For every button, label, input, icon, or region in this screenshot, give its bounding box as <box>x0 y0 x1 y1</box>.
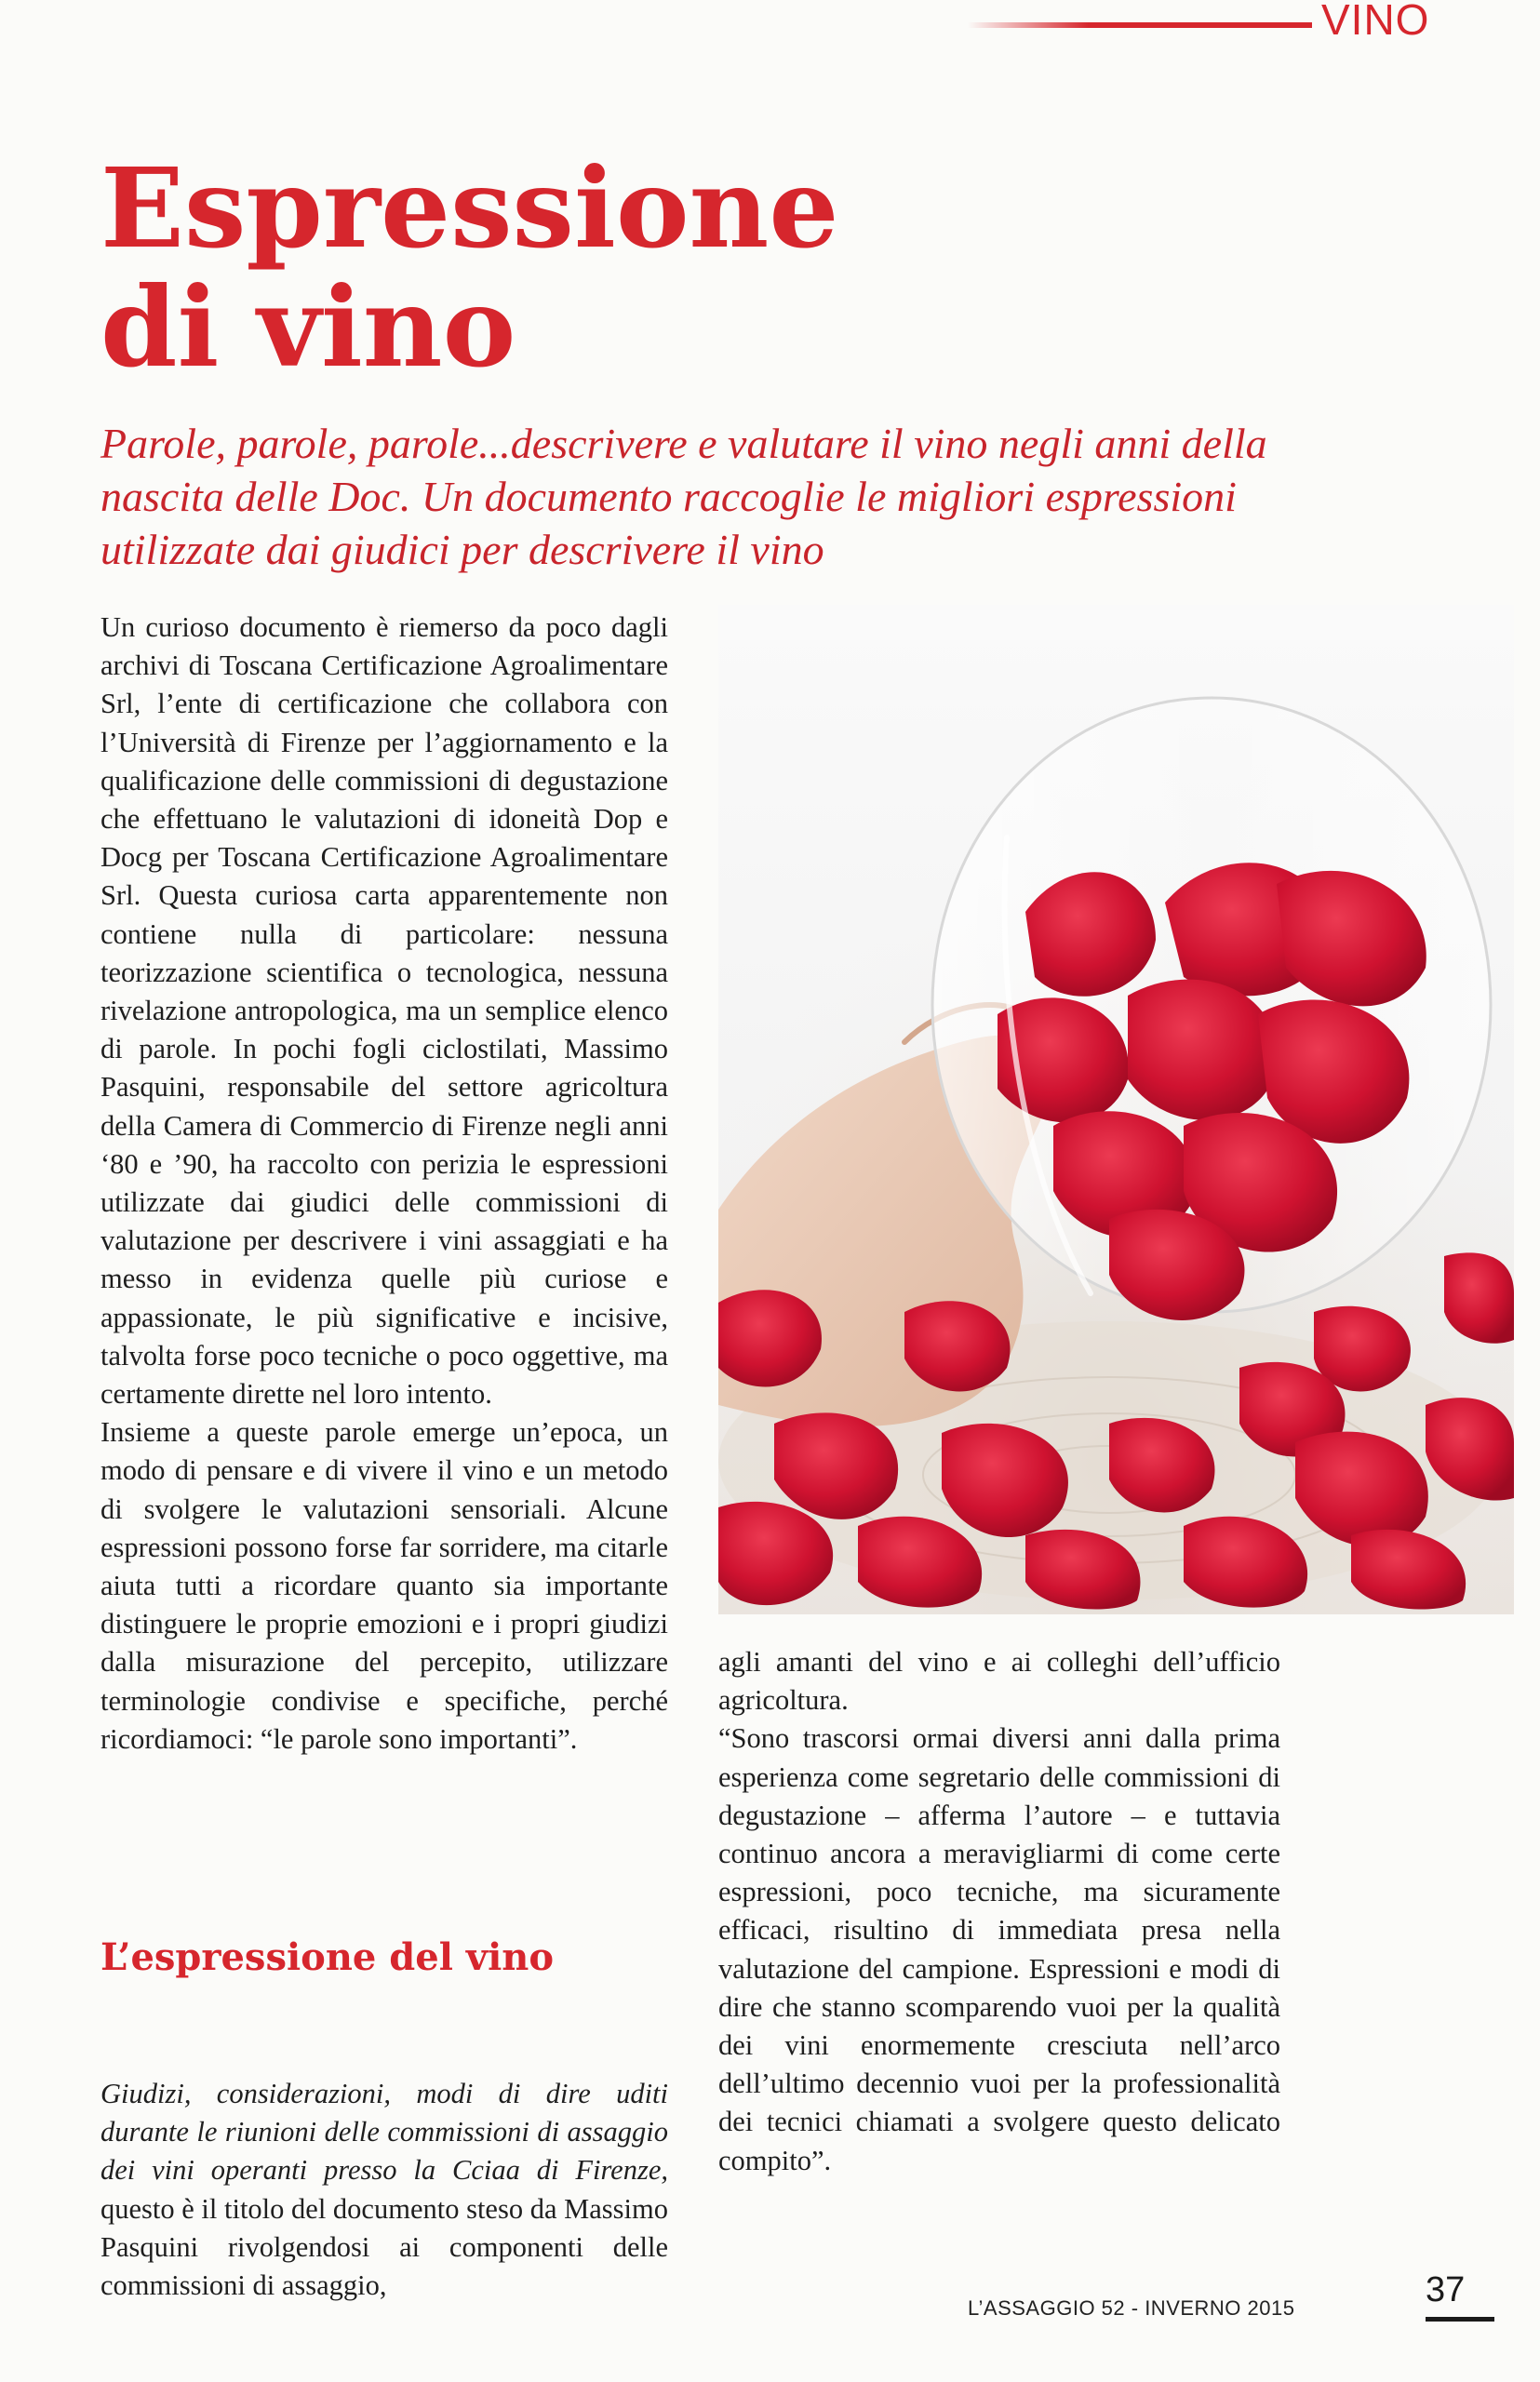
body-paragraph-3-rest: questo è il titolo del documento steso da Massimo Pasquini rivolgendosi ai componenti delle commissioni di assaggio, <box>100 2192 668 2302</box>
document-title-italic: Giudizi, considerazioni, modi di dire uditi durante le riunioni delle commissioni di assaggio dei vini operanti presso la Cciaa di Firenze, <box>100 2078 668 2187</box>
article-title <box>100 143 839 392</box>
title-line-2: di vino <box>100 262 516 392</box>
right-column <box>718 1643 1280 2180</box>
title-line-1: Espressione <box>100 143 839 273</box>
body-paragraph-3 <box>100 2075 668 2305</box>
article-standfirst: Parole, parole, parole...descrivere e valutare il vino negli anni della nascita delle Doc. Un documento raccoglie le migliori espressioni utilizzate dai giudici per descrivere il vino <box>100 420 1267 573</box>
body-paragraph-1: Un curioso documento è riemerso da poco dagli archivi di Toscana Certificazione Agroalimentare Srl, l’ente di certificazione che collabora con l’Università di Firenze per l’aggiornamento e la qualificazione delle commissioni di degustazione che effettuano le valutazioni di idoneità Dop e Docg per Toscana Certificazione Agroalimentare Srl. Questa curiosa carta apparentemente non contiene nulla di particolare: nessuna teorizzazione scientifica o tecnologica, nessuna rivelazione antropologica, ma un semplice elenco di parole. In pochi fogli ciclostilati, Massimo Pasquini, responsabile del settore agricoltura della Camera di Commercio di Firenze negli anni ‘80 e ’90, ha raccolto con perizia le espressioni utilizzate dai giudici delle commissioni di valutazione per descrivere i vini assaggiati e ha messo in evidenza quelle più curiose e appassionate, le più significative e incisive, talvolta forse poco tecniche o poco oggettive, ma certamente dirette nel loro intento. <box>100 611 668 1411</box>
left-column <box>100 609 668 1759</box>
right-paragraph-1: agli amanti del vino e ai colleghi dell’ufficio agricoltura. <box>718 1646 1280 1717</box>
section-label: VINO <box>1321 0 1430 44</box>
page-number: 37 <box>1426 2270 1466 2309</box>
body-paragraph-2: Insieme a queste parole emerge un’epoca, un modo di pensare e di vivere il vino e un metodo di svolgere le valutazioni sensoriali. Alcune espressioni possono forse far sorridere, ma citarle aiuta tutti a ricordare quanto sia importante distinguere le proprie emozioni e i propri giudizi dalla misurazione del percepito, utilizzare terminologie condivise e specifiche, perché ricordiamoci: “le parole sono importanti”. <box>100 1416 668 1755</box>
right-paragraph-2: “Sono trascorsi ormai diversi anni dalla prima esperienza come segretario delle commissioni di degustazione – afferma l’autore – e tuttavia continuo ancora a meravigliarmi di come certe espressioni, poco tecniche, ma sicuramente efficaci, risultino di immediata presa nella valutazione del campione. Espressioni e modi di dire che stanno scomparendo vuoi per la qualità dei vini enormemente cresciuta nell’arco dell’ultimo decennio vuoi per la professionalità dei tecnici chiamati a svolgere questo delicato compito”. <box>718 1722 1280 2176</box>
publication-footer: L’ASSAGGIO 52 - INVERNO 2015 <box>968 2296 1295 2320</box>
section-subheading: L’espressione del vino <box>100 1935 555 1979</box>
left-column-lower <box>100 2075 668 2305</box>
section-rule <box>968 22 1312 28</box>
wine-glass-rose-petals-photo <box>718 605 1514 1614</box>
page-number-underline <box>1426 2317 1494 2322</box>
